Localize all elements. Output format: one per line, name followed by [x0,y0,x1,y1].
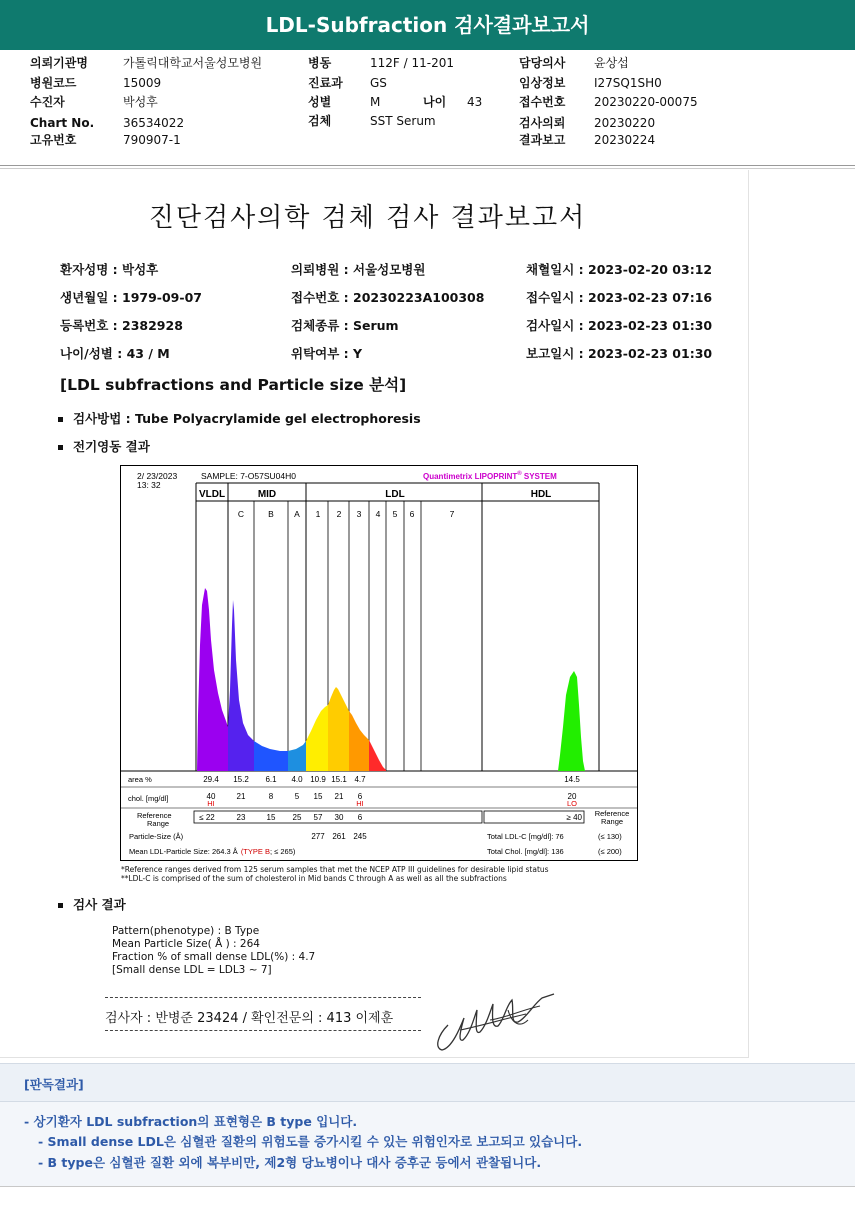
header-label-clinical-info: 임상정보 [519,76,566,90]
info-specimen-type: 검체종류 : Serum [291,318,399,333]
header-divider [0,165,855,166]
ref-value-hdl: ≥ 40 [566,813,582,822]
footnote-reference-ranges: *Reference ranges derived from 125 serum samples that met the NCEP ATP III guidelines for desirable lipid status [121,865,549,874]
header-value-unique-id: 790907-1 [123,133,181,147]
report-title: 진단검사의학 검체 검사 결과보고서 [148,203,587,233]
band-label-b: B [268,509,274,519]
signoff-line: 검사자 : 반병준 23424 / 확인전문의 : 413 이제훈 [105,1011,394,1026]
info-test-datetime: 검사일시 : 2023-02-23 01:30 [526,318,713,333]
header-value-physician: 윤상섭 [594,56,629,70]
chart-brand [423,470,557,481]
area-value-mid-a: 4.0 [291,775,303,784]
signature-top-rule [105,997,421,998]
header-divider-inner [0,168,855,169]
total-ldl-c-ref: (≤ 130) [598,832,622,841]
flag-hdl-low: LO [566,799,578,808]
chart-sample-id: SAMPLE: 7-O57SU04H0 [201,471,296,481]
chol-value-mid-b: 8 [268,792,274,801]
ref-value-mid-b: 15 [266,813,276,822]
header-label-age: 나이 [423,95,447,109]
interpretation-line-2: - Small dense LDL은 심혈관 질환의 위험도를 증가시킬 수 있는 위험인자로 보고되고 있습니다. [38,1134,583,1149]
band-label-7: 7 [449,509,455,519]
header-label-department: 진료과 [308,76,343,90]
result-small-dense-definition: [Small dense LDL = LDL3 ~ 7] [112,964,272,976]
info-collection-datetime: 채혈일시 : 2023-02-20 03:12 [526,262,713,277]
row-label-area: area % [128,775,152,784]
section-heading: [LDL subfractions and Particle size 분석] [60,376,407,394]
result-pattern: Pattern(phenotype) : B Type [112,925,260,937]
chol-value-mid-a: 5 [294,792,300,801]
info-outsourced: 위탁여부 : Y [291,346,363,361]
chol-value-ldl3: 6 [357,792,363,801]
total-cholesterol-ref: (≤ 200) [598,847,622,856]
region-label-ldl: LDL [385,489,405,500]
info-birth-date: 생년월일 : 1979-09-07 [60,290,202,305]
bullet-dot [58,445,63,450]
bullet-dot [58,903,63,908]
row-label-chol: chol. [mg/dl] [128,794,169,803]
area-value-hdl: 14.5 [564,775,580,784]
signature-stroke-flourish [460,1006,540,1030]
area-value-mid-b: 6.1 [265,775,277,784]
result-small-dense-fraction: Fraction % of small dense LDL(%) : 4.7 [112,951,316,963]
ref-value-mid-c: 23 [236,813,246,822]
area-value-vldl: 29.4 [203,775,219,784]
mean-ldl-size [129,847,296,856]
interpretation-title: [판독결과] [24,1077,84,1092]
chart-date: 2/ 23/2023 [137,471,178,481]
bullet-result [58,895,126,913]
header-label-physician: 담당의사 [519,56,566,70]
header-value-specimen: SST Serum [370,114,436,128]
ref-value-ldl3: 6 [357,813,363,822]
ref-value-vldl: ≤ 22 [199,813,215,822]
info-patient-name: 환자성명 : 박성후 [60,262,159,277]
flag-vldl-high: HI [207,799,215,808]
interpretation-line-1: - 상기환자 LDL subfraction의 표현형은 B type 입니다. [24,1114,358,1129]
chol-value-ldl2: 21 [334,792,344,801]
row-label-particle-size: Particle-Size (Å) [129,832,184,841]
info-reception-datetime: 접수일시 : 2023-02-23 07:16 [526,290,713,305]
header-label-patient: 수진자 [30,95,65,109]
band-label-a: A [294,509,300,519]
band-label-3: 3 [356,509,362,519]
header-label-result-report: 결과보고 [519,133,566,147]
particle-size-ldl1: 277 [311,832,325,841]
chart-brand-name: Quantimetrix LIPOPRINT [423,472,518,481]
signature-bottom-rule [105,1030,421,1031]
chol-value-ldl1: 15 [313,792,323,801]
particle-size-ldl2: 261 [332,832,346,841]
ref-value-ldl1: 57 [313,813,323,822]
mean-ldl-size-text: Mean LDL-Particle Size: 264.3 Å [129,847,238,856]
area-value-ldl3: 4.7 [354,775,366,784]
header-label-specimen: 검체 [308,114,332,128]
chart-frame [121,466,638,861]
bullet-electrophoresis [58,437,150,455]
info-reception-number: 접수번호 : 20230223A100308 [291,290,485,305]
bullet-method [58,409,421,427]
header-value-hospital-code: 15009 [123,76,162,90]
band-label-4: 4 [375,509,381,519]
header-label-chart-no: Chart No. [30,116,95,130]
chol-value-mid-c: 21 [236,792,246,801]
header-label-sex: 성별 [308,95,332,109]
header-label-requesting-institution: 의뢰기관명 [30,56,88,70]
info-registration-number: 등록번호 : 2382928 [60,318,183,333]
header-value-requesting-institution: 가톨릭대학교서울성모병원 [123,56,263,70]
result-mean-particle-size: Mean Particle Size( Å ) : 264 [112,938,260,950]
area-value-mid-c: 15.2 [233,775,249,784]
method-text: 검사방법 : Tube Polyacrylamide gel electrophoresis [73,411,421,426]
info-age-sex: 나이/성별 : 43 / M [60,346,170,361]
particle-size-ldl3: 245 [353,832,367,841]
row-label-reference: Reference [137,811,172,820]
chol-value-vldl: 40 [206,792,216,801]
right-ref-label: Reference [594,809,630,818]
area-value-ldl1: 10.9 [310,775,326,784]
mean-ldl-ref: ; ≤ 265) [270,847,296,856]
header-value-ward: 112F / 11-201 [370,56,454,70]
chart-brand-reg: ® [517,471,522,477]
chart-time: 13: 32 [137,480,161,490]
region-label-mid: MID [257,489,277,500]
footnote-ldl-c: **LDL-C is comprised of the sum of cholesterol in Mid bands C through A as well as all the subfractions [121,874,507,883]
header-value-patient: 박성후 [123,95,158,109]
electrophoresis-chart [120,465,638,861]
band-label-6: 6 [409,509,415,519]
interpretation-line-3: - B type은 심혈관 질환 외에 복부비만, 제2형 당뇨병이나 대사 증후군 등에서 관찰됩니다. [38,1155,542,1170]
band-label-c: C [237,509,245,519]
row-label-range: Range [147,819,170,828]
area-value-ldl2: 15.1 [331,775,347,784]
interpretation-header-bar [0,1063,855,1101]
chart-brand-suffix: SYSTEM [521,472,557,481]
header-label-reception-no: 접수번호 [519,95,566,109]
bullet-dot [58,417,63,422]
header-value-clinical-info: I27SQ1SH0 [594,76,662,90]
info-requesting-hospital: 의뢰병원 : 서울성모병원 [291,262,426,277]
total-cholesterol: Total Chol. [mg/dl]: 136 [487,847,564,856]
band-label-2: 2 [336,509,342,519]
report-header-title: LDL-Subfraction 검사결과보고서 [265,13,590,37]
header-value-chart-no: 36534022 [123,116,185,130]
electrophoresis-heading: 전기영동 결과 [73,439,150,454]
right-range-label: Range [600,817,624,826]
header-label-unique-id: 고유번호 [30,133,77,147]
region-label-hdl: HDL [530,489,552,500]
handwritten-signature [430,990,565,1055]
header-value-reception-no: 20230220-00075 [594,95,698,109]
ref-value-mid-a: 25 [292,813,302,822]
ref-value-ldl2: 30 [334,813,344,822]
header-value-result-report: 20230224 [594,133,656,147]
header-label-test-request: 검사의뢰 [519,116,566,130]
header-value-age: 43 [467,95,483,109]
flag-ldl3-high: HI [356,799,364,808]
header-value-sex: M [370,95,381,109]
header-value-test-request: 20230220 [594,116,656,130]
header-label-ward: 병동 [308,56,332,70]
region-label-vldl: VLDL [198,489,226,500]
band-label-1: 1 [315,509,321,519]
band-label-5: 5 [392,509,398,519]
mean-ldl-type: (TYPE B [240,847,270,856]
info-report-datetime: 보고일시 : 2023-02-23 01:30 [526,346,713,361]
header-value-department: GS [370,76,387,90]
header-label-hospital-code: 병원코드 [30,76,77,90]
result-heading: 검사 결과 [73,897,126,912]
chol-value-hdl: 20 [567,792,577,801]
total-ldl-c: Total LDL-C [mg/dl]: 76 [487,832,564,841]
